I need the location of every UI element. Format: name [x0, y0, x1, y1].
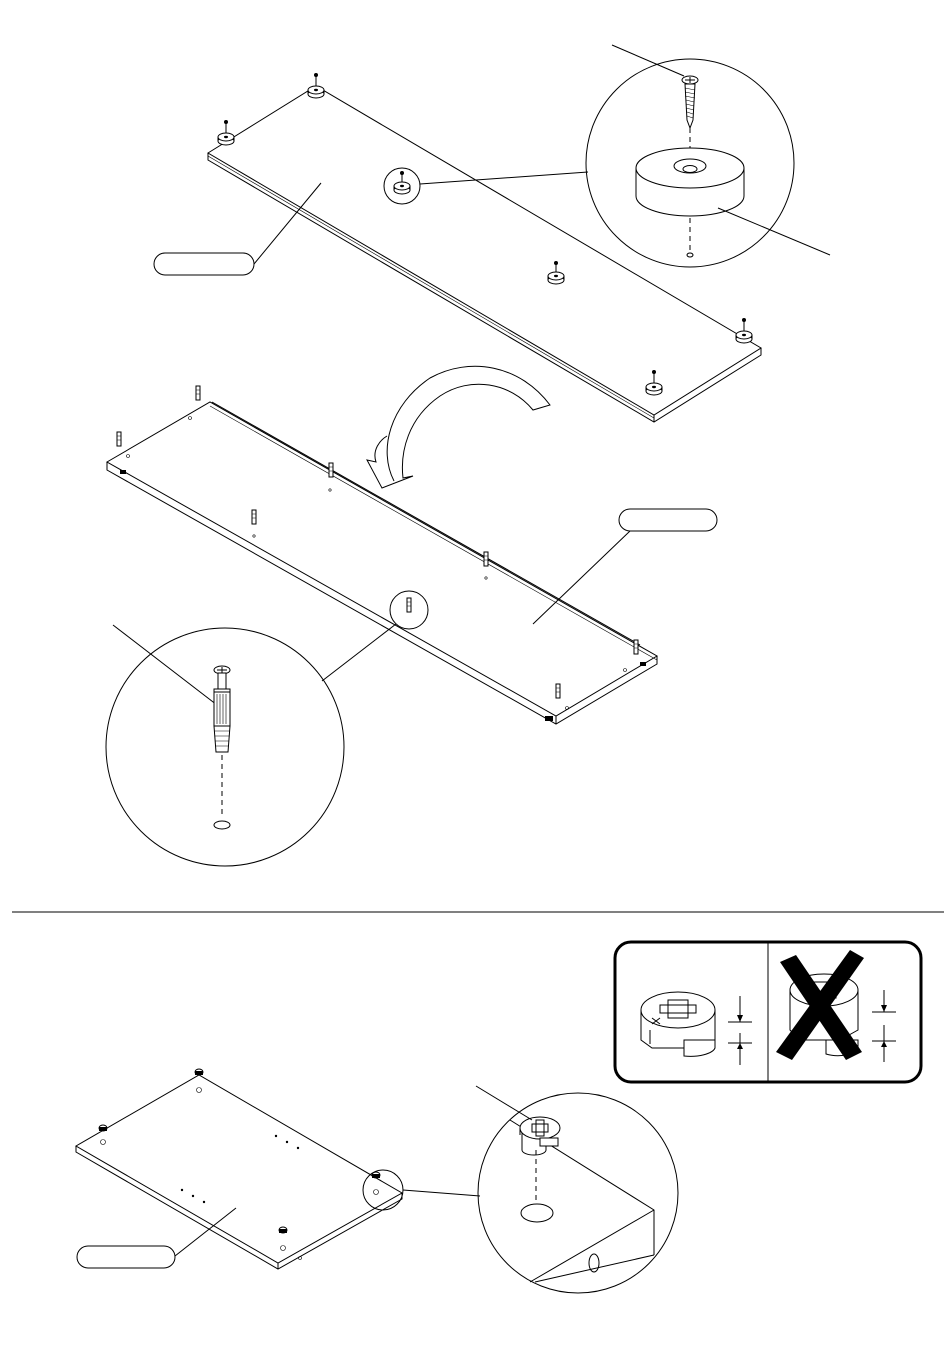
orientation-guide	[615, 942, 921, 1082]
cam-bolt-icon	[214, 666, 230, 752]
side-panel-with-cams	[76, 1069, 402, 1269]
screw-icon	[682, 76, 698, 128]
wooden-dowel-icon	[117, 432, 121, 446]
bottom-panel-label	[533, 509, 717, 624]
glide-icon	[736, 318, 752, 343]
dowel-callout-line	[113, 625, 217, 705]
top-panel-label	[154, 183, 321, 275]
dowel-detail	[106, 625, 344, 866]
glide-icon	[218, 120, 234, 145]
cam-lock-icon	[641, 992, 715, 1056]
glide-group	[218, 73, 752, 395]
side-panel-label	[77, 1208, 236, 1268]
wooden-dowel-icon	[196, 386, 200, 400]
furniture-glide-icon	[636, 148, 744, 216]
glide-icon	[394, 171, 410, 194]
wooden-dowel-icon	[407, 598, 411, 612]
flip-arrow-icon	[367, 366, 550, 488]
detail-link-line	[420, 172, 588, 184]
dowel-group	[117, 386, 638, 698]
cam-lock-icon	[279, 1227, 287, 1233]
cam-callout-line	[476, 1086, 532, 1120]
wooden-dowel-icon	[252, 510, 256, 524]
glide-icon	[646, 370, 662, 395]
cam-detail-link	[403, 1190, 480, 1196]
wooden-dowel-icon	[634, 640, 638, 654]
glide-detail	[586, 45, 830, 267]
wooden-dowel-icon	[329, 463, 333, 477]
cam-lock-icon	[520, 1117, 560, 1155]
wooden-dowel-icon	[556, 684, 560, 698]
cam-lock-icon	[195, 1069, 203, 1075]
wooden-dowel-icon	[484, 552, 488, 566]
cam-lock-icon	[99, 1125, 107, 1131]
dowel-detail-link	[322, 624, 396, 681]
glide-callout-line	[718, 208, 830, 255]
glide-icon	[548, 261, 564, 284]
cam-detail	[476, 1086, 678, 1293]
glide-icon	[308, 73, 324, 98]
